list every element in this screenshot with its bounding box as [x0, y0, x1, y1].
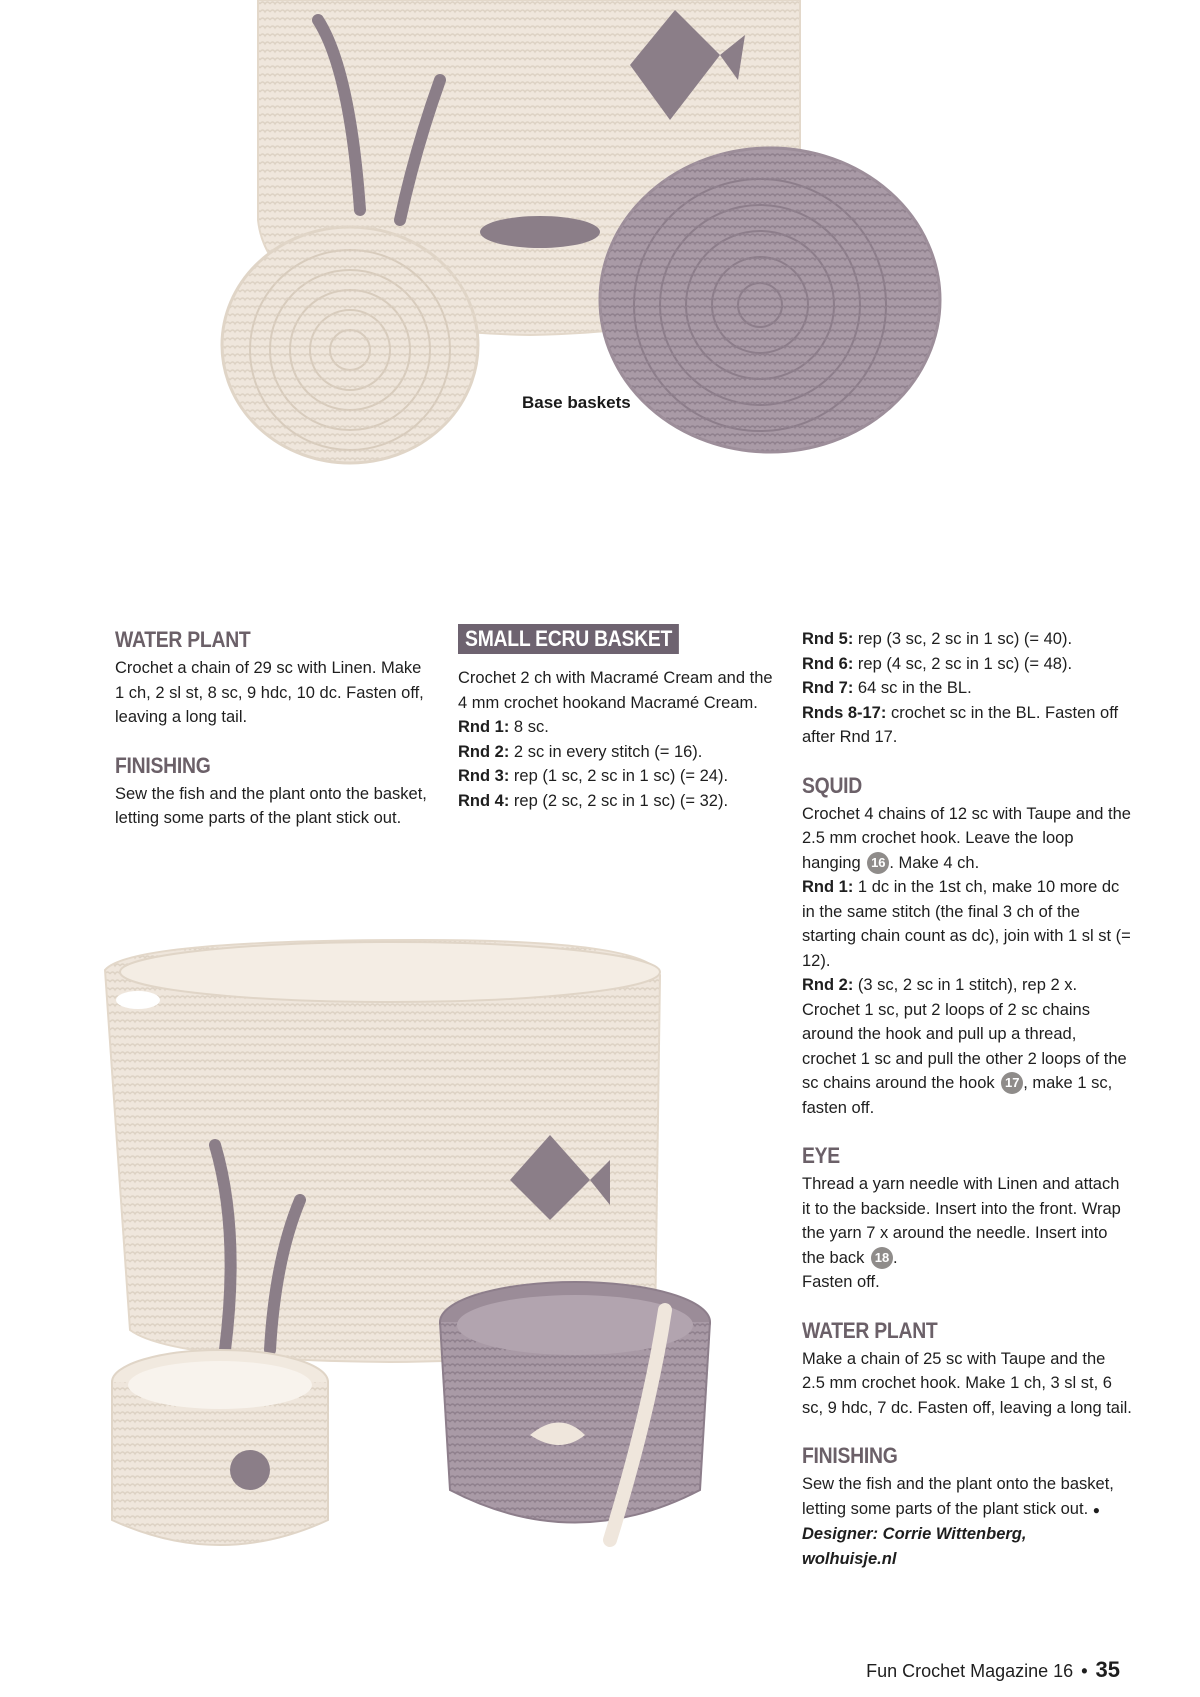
- heading-squid: SQUID: [802, 772, 863, 798]
- round-6: Rnd 6: rep (4 sc, 2 sc in 1 sc) (= 48).: [802, 654, 1073, 673]
- footer-bullet: •: [1081, 1661, 1088, 1681]
- finishing-2-text: Sew the fish and the plant onto the basket, letting some parts of the plant stick out. ●: [802, 1475, 1114, 1518]
- round-4: Rnd 4: rep (2 sc, 2 sc in 1 sc) (= 32).: [458, 791, 729, 810]
- squid-intro: Crochet 4 chains of 12 sc with Taupe and the 2.5 mm crochet hook. Leave the loop hanging 16 . Make 4 ch.: [802, 804, 1131, 872]
- squid-round-2: Rnd 2: (3 sc, 2 sc in 1 stitch), rep 2 x. Crochet 1 sc, put 2 loops of 2 sc chains around the hook and pull up a thread, crochet 1 sc and pull the other 2 loops of the sc chains around the hook 17 , make 1 sc, fasten off.: [802, 976, 1127, 1117]
- round-3: Rnd 3: rep (1 sc, 2 sc in 1 sc) (= 24).: [458, 767, 729, 785]
- end-mark: ●: [1092, 1502, 1100, 1517]
- base-baskets-illustration: [200, 0, 1060, 520]
- column-2: [458, 624, 776, 813]
- column-3: [802, 627, 1132, 1571]
- heading-small-ecru-basket: SMALL ECRU BASKET: [458, 624, 679, 654]
- bottom-photo: [90, 930, 750, 1600]
- water-plant-2-text: Make a chain of 25 sc with Taupe and the 2.5 mm crochet hook. Make 1 ch, 3 sl st, 6 sc, 9 hdc, 7 dc. Fasten off, leaving a long tail.: [802, 1349, 1132, 1417]
- step-badge-17: 17: [1001, 1072, 1023, 1094]
- heading-finishing: FINISHING: [115, 752, 211, 778]
- column-1: [115, 626, 435, 831]
- top-photo-caption: Base baskets: [522, 393, 631, 412]
- page-footer: [866, 1657, 1120, 1683]
- round-1: Rnd 1: 8 sc.: [458, 718, 549, 736]
- small-basket-intro: Crochet 2 ch with Macramé Cream and the 4 mm crochet hookand Macramé Cream.: [458, 669, 773, 712]
- eye-text: Thread a yarn needle with Linen and attach it to the backside. Insert into the front. Wrap the yarn 7 x around the needle. Insert into the back 18 .: [802, 1175, 1121, 1267]
- eye-fasten: Fasten off.: [802, 1273, 880, 1291]
- heading-water-plant-2: WATER PLANT: [802, 1317, 938, 1343]
- step-badge-16: 16: [867, 852, 889, 874]
- finished-baskets-illustration: [90, 930, 750, 1600]
- heading-finishing-2: FINISHING: [802, 1443, 898, 1468]
- page-number: 35: [1095, 1657, 1120, 1682]
- heading-eye: EYE: [802, 1143, 840, 1168]
- designer-website: wolhuisje.nl: [802, 1549, 897, 1568]
- top-photo: [200, 0, 1060, 520]
- finishing-text: Sew the fish and the plant onto the basket, letting some parts of the plant stick out.: [115, 784, 427, 827]
- rounds-8-17: Rnds 8-17: crochet sc in the BL. Fasten off after Rnd 17.: [802, 703, 1119, 746]
- step-badge-18: 18: [871, 1247, 893, 1269]
- heading-water-plant: WATER PLANT: [115, 627, 251, 652]
- round-5: Rnd 5: rep (3 sc, 2 sc in 1 sc) (= 40).: [802, 630, 1073, 648]
- squid-round-1: Rnd 1: 1 dc in the 1st ch, make 10 more dc in the same stitch (the final 3 ch of the starting chain count as dc), join with 1 sl st (= 12).: [802, 878, 1131, 970]
- round-7: Rnd 7: 64 sc in the BL.: [802, 679, 972, 697]
- round-2: Rnd 2: 2 sc in every stitch (= 16).: [458, 742, 703, 761]
- water-plant-text: Crochet a chain of 29 sc with Linen. Make 1 ch, 2 sl st, 8 sc, 9 hdc, 10 dc. Fasten off, leaving a long tail.: [115, 659, 424, 726]
- magazine-name: Fun Crochet Magazine 16: [866, 1661, 1074, 1681]
- designer-credit: Designer: Corrie Wittenberg,: [802, 1525, 1027, 1543]
